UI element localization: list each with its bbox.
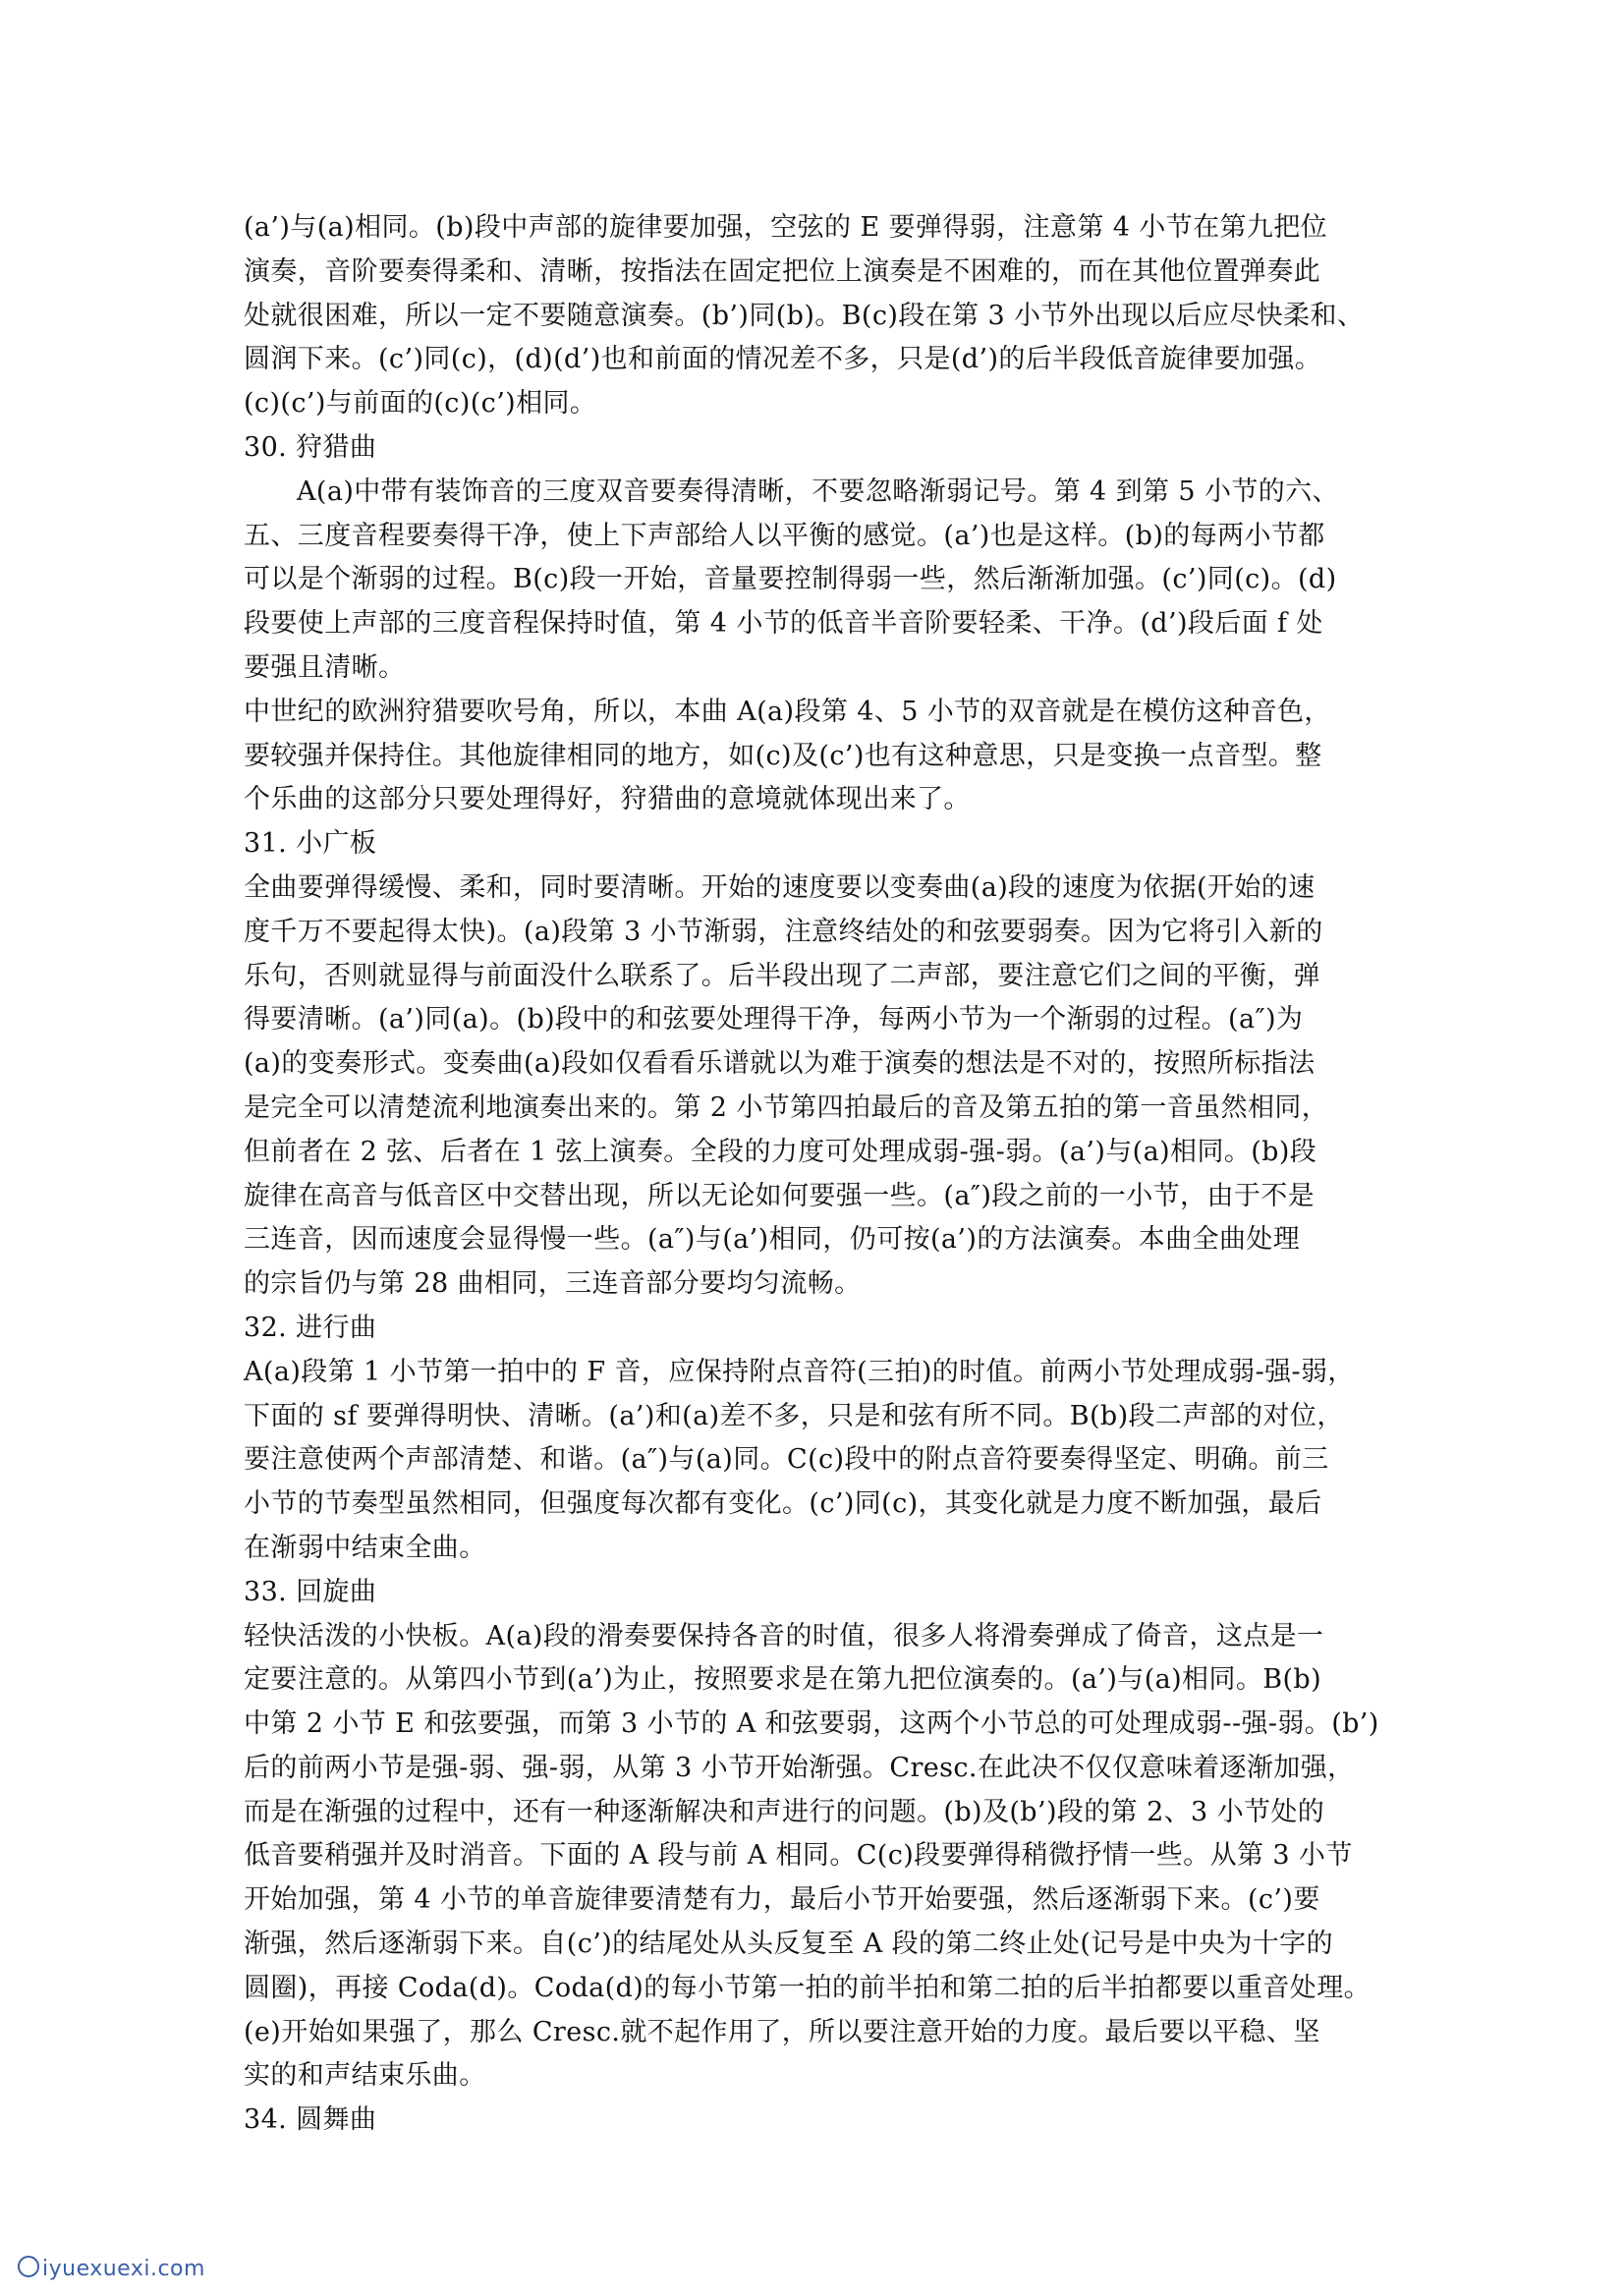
text-line: 中世纪的欧洲狩猎要吹号角，所以，本曲 A(a)段第 4、5 小节的双音就是在模仿这种音色， — [244, 696, 1331, 727]
text-line: 而是在渐强的过程中，还有一种逐渐解决和声进行的问题。(b)及(b’)段的第 2、3 小节处的 — [244, 1796, 1325, 1827]
text-line: 但前者在 2 弦、后者在 1 弦上演奏。全段的力度可处理成弱-强-弱。(a’)与(a)相同。(b)段 — [244, 1136, 1317, 1167]
text-line: 处就很困难，所以一定不要随意演奏。(b’)同(b)。B(c)段在第 3 小节外出现以后应尽快柔和、 — [244, 300, 1365, 331]
text-line: 中第 2 小节 E 和弦要强，而第 3 小节的 A 和弦要弱，这两个小节总的可处理成弱--强-弱。(b’) — [244, 1708, 1379, 1740]
section-heading: 31. 小广板 — [244, 828, 377, 860]
text-line: 在渐弱中结束全曲。 — [244, 1532, 486, 1563]
text-line: 要较强并保持住。其他旋律相同的地方，如(c)及(c’)也有这种意思，只是变换一点音型。整 — [244, 740, 1322, 771]
site-watermark — [18, 2256, 205, 2281]
section-heading: 33. 回旋曲 — [244, 1576, 377, 1607]
text-line: 小节的节奏型虽然相同，但强度每次都有变化。(c’)同(c)，其变化就是力度不断加强，最后 — [244, 1488, 1322, 1520]
text-line: 低音要稍强并及时消音。下面的 A 段与前 A 相同。C(c)段要弹得稍微抒情一些。从第 3 小节 — [244, 1840, 1353, 1872]
text-line: 后的前两小节是强-弱、强-弱，从第 3 小节开始渐强。Cresc.在此决不仅仅意味着逐渐加强， — [244, 1752, 1355, 1783]
text-line: 轻快活泼的小快板。A(a)段的滑奏要保持各音的时值，很多人将滑奏弹成了倚音，这点是一 — [244, 1620, 1324, 1651]
text-line: 要强且清晰。 — [244, 651, 406, 683]
text-line: 实的和声结束乐曲。 — [244, 2060, 486, 2092]
text-line: 圆圈)，再接 Coda(d)。Coda(d)的每小节第一拍的前半拍和第二拍的后半拍都要以重音处理。 — [244, 1972, 1372, 2003]
text-line: 圆润下来。(c’)同(c)，(d)(d’)也和前面的情况差不多，只是(d’)的后半段低音旋律要加强。 — [244, 344, 1322, 375]
section-heading: 32. 进行曲 — [244, 1312, 377, 1343]
document-body — [244, 206, 1398, 2143]
text-line: (a’)与(a)相同。(b)段中声部的旋律要加强，空弦的 E 要弹得弱，注意第 4 小节在第九把位 — [244, 212, 1328, 243]
text-line: 五、三度音程要奏得干净，使上下声部给人以平衡的感觉。(a’)也是这样。(b)的每两小节都 — [244, 520, 1325, 551]
text-line: 可以是个渐弱的过程。B(c)段一开始，音量要控制得弱一些，然后渐渐加强。(c’)同(c)。(d) — [244, 564, 1337, 595]
text-line: (a)的变奏形式。变奏曲(a)段如仅看看乐谱就以为难于演奏的想法是不对的，按照所标指法 — [244, 1048, 1316, 1080]
text-line: 乐句，否则就显得与前面没什么联系了。后半段出现了二声部，要注意它们之间的平衡，弹 — [244, 960, 1320, 991]
watermark-text: iyuexuexi.com — [42, 2257, 205, 2281]
text-line: 度千万不要起得太快)。(a)段第 3 小节渐弱，注意终结处的和弦要弱奏。因为它将引入新的 — [244, 916, 1323, 947]
text-line: 旋律在高音与低音区中交替出现，所以无论如何要强一些。(a″)段之前的一小节，由于不是 — [244, 1180, 1316, 1211]
text-line: A(a)中带有装饰音的三度双音要奏得清晰，不要忽略渐弱记号。第 4 到第 5 小节的六、 — [297, 476, 1339, 507]
text-line: A(a)段第 1 小节第一拍中的 F 音，应保持附点音符(三拍)的时值。前两小节处理成弱-强-弱， — [244, 1356, 1355, 1387]
text-line: 个乐曲的这部分只要处理得好，狩猎曲的意境就体现出来了。 — [244, 784, 971, 815]
text-line: 渐强，然后逐渐弱下来。自(c’)的结尾处从头反复至 A 段的第二终止处(记号是中央为十字的 — [244, 1929, 1333, 1960]
text-line: 定要注意的。从第四小节到(a’)为止，按照要求是在第九把位演奏的。(a’)与(a)相同。B(b) — [244, 1664, 1322, 1696]
text-line: 演奏，音阶要奏得柔和、清晰，按指法在固定把位上演奏是不困难的，而在其他位置弹奏此 — [244, 255, 1320, 287]
section-heading: 34. 圆舞曲 — [244, 2104, 377, 2136]
section-heading: 30. 狩猎曲 — [244, 431, 377, 463]
text-line: (c)(c’)与前面的(c)(c’)相同。 — [244, 388, 597, 420]
text-line: 三连音，因而速度会显得慢一些。(a″)与(a’)相同，仍可按(a’)的方法演奏。本曲全曲处理 — [244, 1224, 1301, 1256]
q-logo-icon — [18, 2256, 39, 2277]
text-line: (e)开始如果强了，那么 Cresc.就不起作用了，所以要注意开始的力度。最后要以平稳、坚 — [244, 2016, 1320, 2047]
text-line: 段要使上声部的三度音程保持时值，第 4 小节的低音半音阶要轻柔、干净。(d’)段后面 f 处 — [244, 608, 1323, 640]
text-line: 全曲要弹得缓慢、柔和，同时要清晰。开始的速度要以变奏曲(a)段的速度为依据(开始的速 — [244, 871, 1316, 903]
text-line: 的宗旨仍与第 28 曲相同，三连音部分要均匀流畅。 — [244, 1268, 862, 1300]
text-line: 要注意使两个声部清楚、和谐。(a″)与(a)同。C(c)段中的附点音符要奏得坚定、明确。前三 — [244, 1444, 1329, 1476]
text-line: 是完全可以清楚流利地演奏出来的。第 2 小节第四拍最后的音及第五拍的第一音虽然相同， — [244, 1092, 1329, 1123]
text-line: 得要清晰。(a’)同(a)。(b)段中的和弦要处理得干净，每两小节为一个渐弱的过程。(a″)为 — [244, 1004, 1304, 1036]
text-line: 下面的 sf 要弹得明快、清晰。(a’)和(a)差不多，只是和弦有所不同。B(b)段二声部的对位， — [244, 1400, 1344, 1431]
text-line: 开始加强，第 4 小节的单音旋律要清楚有力，最后小节开始要强，然后逐渐弱下来。(c’)要 — [244, 1884, 1320, 1916]
